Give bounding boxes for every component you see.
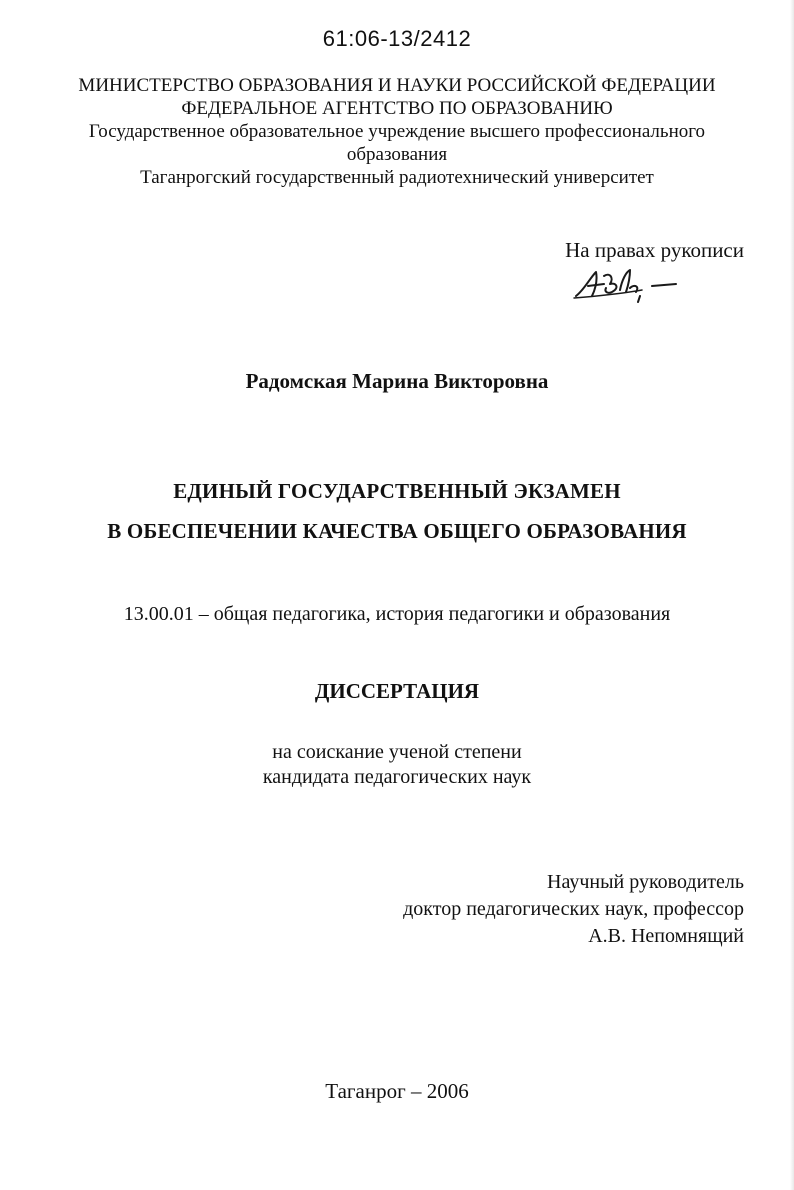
- degree-line-1: на соискание ученой степени: [272, 741, 522, 763]
- agency-line: ФЕДЕРАЛЬНОЕ АГЕНТСТВО ПО ОБРАЗОВАНИЮ: [181, 98, 613, 119]
- specialty-code: 13.00.01 – общая педагогика, история педагогики и образования: [123, 603, 671, 625]
- university-line: Таганрогский государственный радиотехнический университет: [140, 167, 654, 188]
- scan-edge-shadow: [790, 0, 794, 1190]
- supervisor-credentials: доктор педагогических наук, профессор: [403, 898, 744, 920]
- city-year: Таганрог – 2006: [325, 1079, 469, 1103]
- thesis-title-line-2: В ОБЕСПЕЧЕНИИ КАЧЕСТВА ОБЩЕГО ОБРАЗОВАНИЯ: [107, 519, 687, 543]
- supervisor-role: Научный руководитель: [547, 871, 744, 893]
- rights-note: На правах рукописи: [565, 238, 744, 262]
- degree-line-2: кандидата педагогических наук: [262, 766, 532, 788]
- institution-line-1: Государственное образовательное учреждение высшего профессионального: [88, 121, 706, 142]
- handwritten-signature: [570, 260, 690, 304]
- institution-line-2: образования: [346, 144, 448, 165]
- catalog-number: 61:06-13/2412: [322, 26, 472, 51]
- thesis-title-line-1: ЕДИНЫЙ ГОСУДАРСТВЕННЫЙ ЭКЗАМЕН: [173, 479, 621, 503]
- ministry-line: МИНИСТЕРСТВО ОБРАЗОВАНИЯ И НАУКИ РОССИЙСКОЙ ФЕДЕРАЦИИ: [78, 75, 716, 96]
- author-name: Радомская Марина Викторовна: [245, 369, 549, 393]
- supervisor-name: А.В. Непомнящий: [588, 925, 744, 947]
- document-type: ДИССЕРТАЦИЯ: [314, 679, 480, 703]
